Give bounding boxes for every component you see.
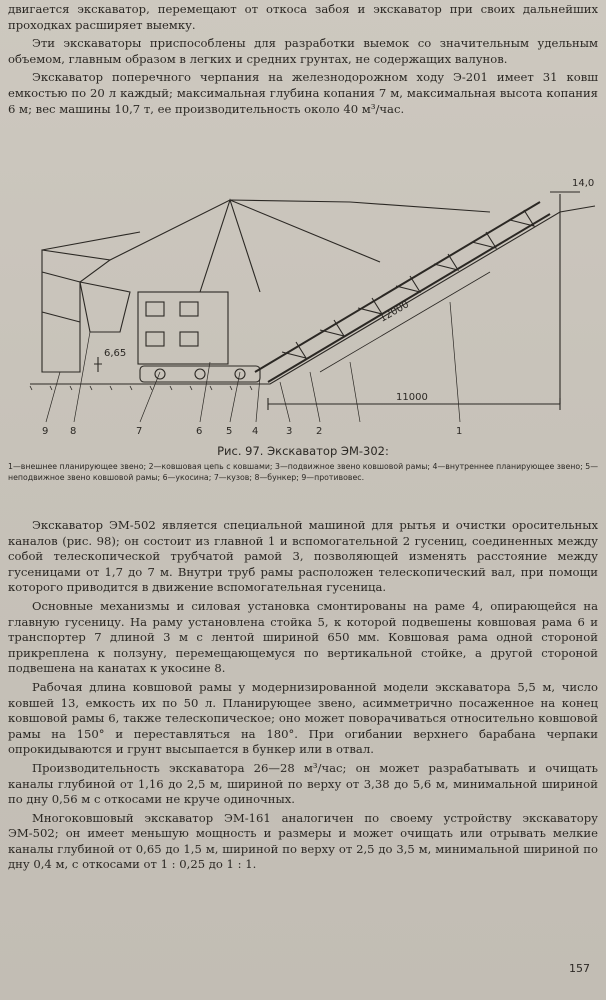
part-number-label: 1 (456, 426, 463, 437)
figure-caption: Рис. 97. Экскаватор ЭМ-302: (217, 444, 389, 458)
part-number-label: 7 (136, 426, 143, 437)
undercarriage (140, 366, 260, 382)
boom-ties (110, 200, 490, 260)
wheel (155, 369, 165, 379)
top-text (0, 2, 606, 117)
dim-top-label: 14,0 (572, 178, 595, 189)
ground-hatch (30, 386, 252, 390)
part-number-label: 9 (42, 426, 49, 437)
counterweight-frame (42, 250, 110, 372)
dim-height-label: 6,65 (104, 348, 127, 359)
hopper (80, 282, 130, 332)
body (138, 292, 228, 364)
paragraph: Экскаватор ЭМ-502 является специальной машиной для рытья и очистки оросительных каналов (рис. 98); он состоит из главной 1 и вспомогательной 2 гусениц, соединенных между собой телескопической трубчатой рамой 3, позволяющей изменять расстояние между гусеницами от 1,7 до 7 м. Внутри труб рамы расположен телескопический вал, при помощи которого приводится в движение вспомогательная гусеница. (8, 518, 598, 595)
excavator-drawing (20, 172, 600, 442)
part-number-label: 6 (196, 426, 203, 437)
part-number-label: 4 (252, 426, 259, 437)
page-number: 157 (569, 962, 590, 975)
boom-cable (230, 200, 380, 262)
part-number-label: 2 (316, 426, 323, 437)
vertical-dimension-line (550, 192, 580, 404)
length-dimension-line (320, 272, 490, 372)
figure-legend: 1—внешнее планирующее звено; 2—ковшовая цепь с ковшами; 3—подвижное звено ковшовой рамы; 4—внутреннее планирующее звено; 5—неподвижное звено ковшовой рамы; 6—укосина; 7—кузов; 8—бункер; 9—противовес. (8, 462, 598, 482)
paragraph: Многоковшовый экскаватор ЭМ-161 аналогичен по своему устройству экскаватору ЭМ-502; он имеет меньшую мощность и размеры и может очищать или отрывать мелкие каналы глубиной от 0,65 до 1,5 м, шириной по верху от 2,5 до 3,5 м, минимальной шириной по дну 0,4 м, с откосами от 1 : 0,25 до 1 : 1. (8, 810, 598, 872)
dim-length-label: 12000 (378, 299, 412, 325)
body-window (180, 332, 198, 346)
paragraph: Основные механизмы и силовая установка смонтированы на раме 4, опирающейся на главную гусеницу. На раму установлена стойка 5, к которой подвешены ковшовая рама 6 и транспортер 7 длиной 3 м с лентой шириной 650 мм. Ковшовая рама одной стороной прикреплена к ползуну, перемещающемуся по вертикальной стойке, а другой стороной подвешена на канатах к укосине 8. (8, 598, 598, 676)
paragraph: Рабочая длина ковшовой рамы у модернизированной модели экскаватора 5,5 м, число ковшей 13, емкость их по 50 л. Планирующее звено, асимметрично посаженное на конец ковшовой рамы 6, также телескопическое; оно может поворачиваться относительно ковшовой рамы на 150° и переставляться на 180°. При огибании верхнего барабана черпаки опрокидываются и грунт высыпается в бункер или в отвал. (8, 679, 598, 757)
wheel (235, 369, 245, 379)
frame-struts (42, 232, 140, 322)
part-number-label: 3 (286, 426, 293, 437)
boom-mast (200, 200, 260, 292)
paragraph: Производительность экскаватора 26—28 м³/час; он может разрабатывать и очищать каналы глубиной от 1,16 до 2,5 м, шириной по верху от 3,38 до 5,6 м, минимальной шириной по дну 0,56 м с откосами не круче одиночных. (8, 760, 598, 807)
wheel (195, 369, 205, 379)
height-marker (94, 357, 102, 372)
part-number-label: 5 (226, 426, 233, 437)
body-window (146, 332, 164, 346)
lower-text (0, 518, 606, 873)
excavator-diagram-svg (20, 172, 600, 442)
body-window (180, 302, 198, 316)
bucket-chain (282, 210, 534, 358)
bucket-frame-upper (268, 214, 550, 382)
paragraph: Эти экскаваторы приспособлены для разработки выемок со значительным удельным объемом, главным образом в легких и средних грунтах, не содержащих валунов. (8, 36, 598, 66)
part-number-label: 8 (70, 426, 77, 437)
paragraph: двигается экскаватор, перемещают от откоса забоя и экскаватор при своих дальнейших проходках расширяет выемку. (8, 2, 598, 32)
paragraph: Экскаватор поперечного черпания на железнодорожном ходу Э-201 имеет 31 ковш емкостью по 20 л каждый; максимальная глубина копания 7 м, максимальная высота копания 6 м; вес машины 10,7 т, ее производительность около 40 м³/час. (8, 70, 598, 116)
dim-base-label: 11000 (396, 392, 428, 403)
body-window (146, 302, 164, 316)
